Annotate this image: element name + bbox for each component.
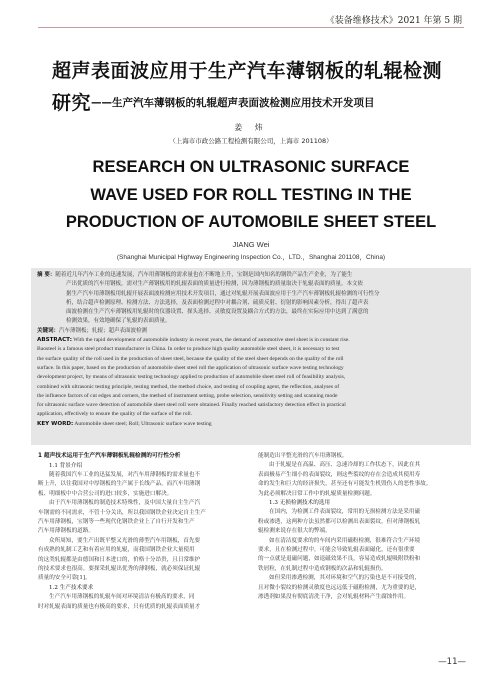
- title-cn-subtitle: ——生产汽车薄钢板的轧辊超声表面波检测应用技术开发项目: [91, 97, 375, 109]
- body-text-line: 众所周知，要生产出既平整又光滑的薄型汽车用钢板，首先要: [49, 537, 201, 544]
- body-text-line: 如在清洁度要求的的车间内采用磁粉检测，很难符合生产环境: [269, 537, 421, 544]
- keywords-cn: 关键词：汽车薄钢板；轧辊；超声表面波检测: [37, 327, 148, 334]
- abstract-en-line: development project, by means of ultrasonic testing technology applied to production of automobile sheet steel roll of feasibility analysis,: [37, 374, 346, 381]
- abstract-cn-line: 析，结合超声检测原理、检测方法、方法选择，及表面检测过程中对耦合剂、硫质反射、衍射的影响因素分析，得出了超声表: [66, 299, 369, 306]
- title-cn-line2-main: 研究: [52, 92, 92, 114]
- body-text-line: 要求，且在检测过程中，可能会导致轧辊表面磁化，还有很重要: [258, 547, 415, 554]
- abstract-cn-line: 检测效果，有效地确保了轧辊的表面质量。: [66, 318, 171, 325]
- author-en: JIANG Wei: [232, 240, 270, 249]
- body-text-line: 随着我国汽车工业的迅猛发展，对汽车用薄钢板的需求量也不: [49, 472, 201, 478]
- body-text-line: 由于轧辊是在高温、高压、急速冷却的工作状态下，因此在其: [269, 462, 421, 469]
- body-text-line: 汽车用薄钢板，宝钢等一些现代化钢铁企业上了自行开发和生产: [38, 519, 195, 526]
- body-text-line: 生产汽车用薄钢板的轧辊车间对环境清洁有极高的要求，同: [49, 594, 195, 601]
- body-text-line: 时对轧辊表面的质量也有极高的要求，只有优质的轧辊表面质量才: [38, 603, 201, 610]
- body-text-line: 汽车用薄钢板的道路。: [38, 528, 94, 535]
- title-en-line2: WAVE USED FOR ROLL TESTING IN THE: [90, 186, 412, 204]
- body-text-line: 有成熟的轧制工艺和有着应用的轧辊，而我国钢铁企业大量使用: [38, 547, 195, 554]
- abstract-box: [31, 268, 471, 445]
- author-cn: 姜 炜: [234, 123, 268, 132]
- body-text-line: 铁屑粒，在轧制过程中造成钢板的次品和轧辊损伤。: [258, 565, 387, 572]
- body-text-line: 在国内，为检测工件表面裂纹，常用的无损检测方法是采用磁: [269, 509, 421, 516]
- journal-header: 《装备维修技术》2021 年第 5 期: [325, 16, 462, 26]
- abstract-en-line: the surface quality of the roll used in the production of sheet steel, because the quality of the steel sheet depends on the quality of the roll: [37, 355, 344, 362]
- abstract-cn-line: 面波检测在生产汽车薄钢板用轧辊时的仪器设置、探头选择、灵敏度设置及耦合方式的方法，最终在实际应用中达到了满意的: [66, 309, 369, 316]
- abstract-en-line: the influence factors of cut edges and corners, the method of instrument setting, probe selection, sensitivity setting and scanning mode: [37, 392, 338, 399]
- keywords-cn-label: 关键词：: [37, 327, 60, 334]
- body-text-line: 的技术要求也很高。要探采轧辊出优秀的薄钢板，就必须保证轧辊: [38, 566, 201, 573]
- body-text-line: 车钢需的不同需求，不管十分关出，所以我国钢铁企业决定自主生产: [38, 509, 206, 516]
- body-text-line: 能制造出平整光滑的汽车用薄钢板。: [258, 453, 348, 459]
- body-text-line: 表面极易产生细小的表面裂纹，则这些裂纹的存在会造成其使用寿: [258, 471, 421, 478]
- body-text-line: 渗透剂如果没有彻底清洗干净，会对轧辊材料产生腐蚀作用。: [258, 594, 410, 601]
- abstract-en-line: ABSTRACT: With the rapid development of automobile industry in recent years, the demand of automotive steel sheet is in constant rise.: [37, 337, 350, 344]
- body-text-line: 如但采用渗透检测，其对环境和空气的污染也是不可接受的，: [269, 575, 421, 582]
- section-heading: 1 超声技术运用于生产汽车薄钢板轧辊检测的可行性分析: [38, 453, 181, 459]
- abstract-en-line: for ultrasonic surface wave detection of automobile sheet steel roll were obtained. Finally reached satisfactory detection effect in practical: [37, 402, 346, 409]
- keywords-en: KEY WORD: Automobile sheet steel; Roll; Ultrasonic surface wave testing: [37, 420, 212, 427]
- abstract-en-line: surface. In this paper, based on the production of automobile sheet steel roll the application of ultrasonic surface wave testing technology: [37, 364, 344, 371]
- body-text-line: 命的发生和巨大的经济损失，甚至还有可能发生机毁伤人的恶性事故。: [258, 481, 432, 488]
- title-en-line3: PRODUCTION OF AUTOMOBILE SHEET STEEL: [65, 213, 437, 231]
- subsection-heading: 1.2 生产技术要求: [49, 584, 94, 591]
- body-text-line: 由于汽车用薄钢板的制造技术特殊性，及中国大量自主生产汽: [49, 500, 201, 507]
- body-column-left: [38, 452, 250, 612]
- title-cn-line2: [52, 88, 452, 115]
- subsection-heading: 1.3 无损检测技术的选用: [269, 500, 331, 507]
- body-text-line: 断上升，以往我国对中厚钢板的生产属于长线产品，而汽车用薄钢: [38, 481, 201, 488]
- abstract-en-line: application, effectively to ensure the quality of the surface of the roll.: [37, 411, 193, 418]
- title-en-line1: RESEARCH ON ULTRASONIC SURFACE: [92, 158, 410, 176]
- body-text-line: 且对微小裂纹的检测灵敏度也远远低于磁粉检测，尤为重要的是，: [258, 584, 421, 591]
- body-text-line: 的这类轧辊都是由德国和日本进口的，价格十分昂贵，且日常维护: [38, 556, 201, 563]
- body-text-line: 板、明细板中中合营公司的进口较多，实施进口解决。: [38, 490, 173, 497]
- keywords-en-label: KEY WORD:: [37, 420, 74, 427]
- abstract-cn-line: 据生产汽车用薄钢板用轧辊开展表面波检测应用技术开发项目，通过对轧辊开展表面波应用于生产汽车薄钢板轧辊检测的可行性分: [66, 290, 380, 297]
- body-text-line: 的一点就是退磁问题，如退磁效果不良，容易造成轧辊吸附铁粉和: [258, 556, 421, 563]
- subsection-heading: 1.1 背景介绍: [49, 462, 83, 469]
- affiliation-en: (Shanghai Municipal Highway Engineering Inspection Co.，LTD.，Shanghai 201108，China): [116, 254, 386, 261]
- body-text-line: 质量的安全可靠[1]。: [38, 575, 91, 582]
- body-text-line: 辊检测来说存在很大的弊端。: [258, 528, 331, 535]
- affiliation-cn: （上海市市政公路工程检测有限公司，上海市 201108）: [169, 137, 333, 145]
- abstract-en-line: combined with ultrasonic testing principle, testing method, the method choice, and testing of coupling agent, the reflection, analyses of: [37, 383, 340, 390]
- abstract-en-label: ABSTRACT:: [37, 337, 72, 344]
- abstract-cn-line: 摘 要：随着近几年汽车工业的迅速发展，汽车用薄钢板的需求量也在不断地上升，宝钢是国内知名的钢铁产品生产企业，为了能生: [37, 272, 353, 278]
- abstract-en-line: Baosteel is a famous steel product manufacturer in China. In order to produce high quality automobile steel sheet, it is necessary to test: [37, 346, 340, 353]
- body-text-line: 为此必须解决日常工作中的轧辊质量检测问题。: [258, 490, 376, 497]
- abstract-cn-line: 产出优质的汽车用钢板，需对生产薄钢板用的轧辊表面的质量进行检测，因为薄钢板的质量取决于轧辊表面的质量。本文依: [66, 281, 364, 288]
- body-column-right: [258, 452, 470, 603]
- body-text-line: 粉或渗透，这两种方法虽然都可以检测出表面裂纹，但对薄钢板轧: [258, 518, 421, 525]
- header-rule: [38, 27, 464, 28]
- page-number: —11—: [438, 657, 466, 667]
- title-cn-line1: 超声表面波应用于生产汽车薄钢板的轧辊检测: [52, 60, 443, 82]
- abstract-cn-label: 摘 要：: [37, 272, 56, 278]
